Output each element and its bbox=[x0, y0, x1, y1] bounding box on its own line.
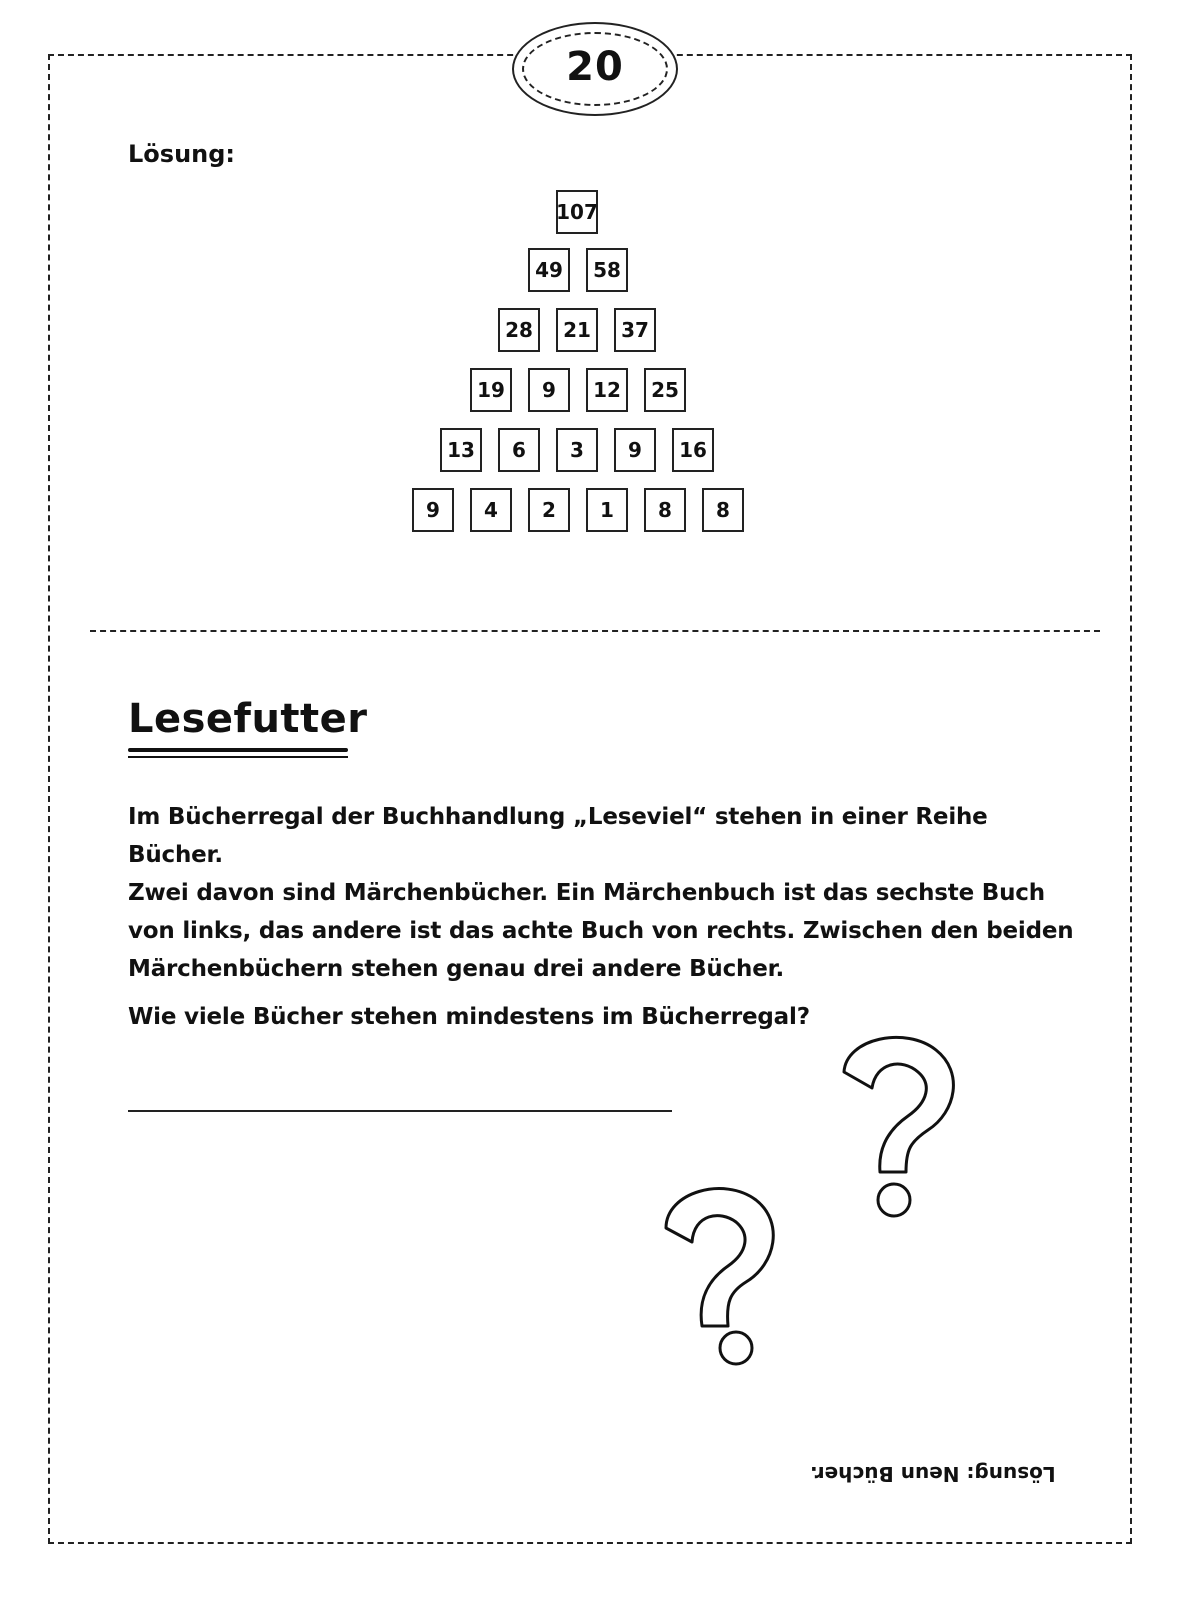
page-number: 20 bbox=[566, 44, 624, 90]
pyramid-cell: 3 bbox=[556, 428, 598, 472]
pyramid-cell: 58 bbox=[586, 248, 628, 292]
puzzle-title: Lesefutter bbox=[128, 696, 368, 742]
pyramid-cell: 16 bbox=[672, 428, 714, 472]
pyramid-cell: 107 bbox=[556, 190, 598, 234]
pyramid-cell: 8 bbox=[644, 488, 686, 532]
pyramid-cell: 4 bbox=[470, 488, 512, 532]
pyramid-cell: 49 bbox=[528, 248, 570, 292]
pyramid-cell: 8 bbox=[702, 488, 744, 532]
puzzle-text-line: Märchenbüchern stehen genau drei andere Bücher. bbox=[128, 956, 784, 982]
pyramid-cell: 37 bbox=[614, 308, 656, 352]
question-mark-icon bbox=[836, 1032, 966, 1222]
question-mark-icon bbox=[660, 1180, 790, 1370]
pyramid-cell: 9 bbox=[614, 428, 656, 472]
pyramid-cell: 1 bbox=[586, 488, 628, 532]
pyramid-cell: 2 bbox=[528, 488, 570, 532]
answer-line[interactable] bbox=[128, 1110, 672, 1112]
pyramid-cell: 9 bbox=[412, 488, 454, 532]
pyramid-cell: 13 bbox=[440, 428, 482, 472]
puzzle-text-line: Zwei davon sind Märchenbücher. Ein Märchenbuch ist das sechste Buch bbox=[128, 880, 1045, 906]
pyramid-cell: 19 bbox=[470, 368, 512, 412]
inverted-solution: Lösung: Neun Bücher. bbox=[810, 1462, 1056, 1486]
section-divider bbox=[90, 630, 1100, 632]
puzzle-text-line: Im Bücherregal der Buchhandlung „Leseviel“ stehen in einer Reihe Bücher. bbox=[128, 804, 988, 868]
solution-label: Lösung: bbox=[128, 140, 236, 168]
puzzle-text-line: von links, das andere ist das achte Buch von rechts. Zwischen den beiden bbox=[128, 918, 1074, 944]
puzzle-text bbox=[128, 798, 1088, 988]
puzzle-question: Wie viele Bücher stehen mindestens im Bücherregal? bbox=[128, 1004, 810, 1030]
pyramid-cell: 28 bbox=[498, 308, 540, 352]
pyramid-cell: 12 bbox=[586, 368, 628, 412]
pyramid-cell: 9 bbox=[528, 368, 570, 412]
title-underline-secondary bbox=[128, 756, 348, 758]
pyramid-cell: 6 bbox=[498, 428, 540, 472]
number-pyramid bbox=[0, 0, 1184, 600]
pyramid-cell: 21 bbox=[556, 308, 598, 352]
pyramid-cell: 25 bbox=[644, 368, 686, 412]
title-underline bbox=[128, 748, 348, 752]
